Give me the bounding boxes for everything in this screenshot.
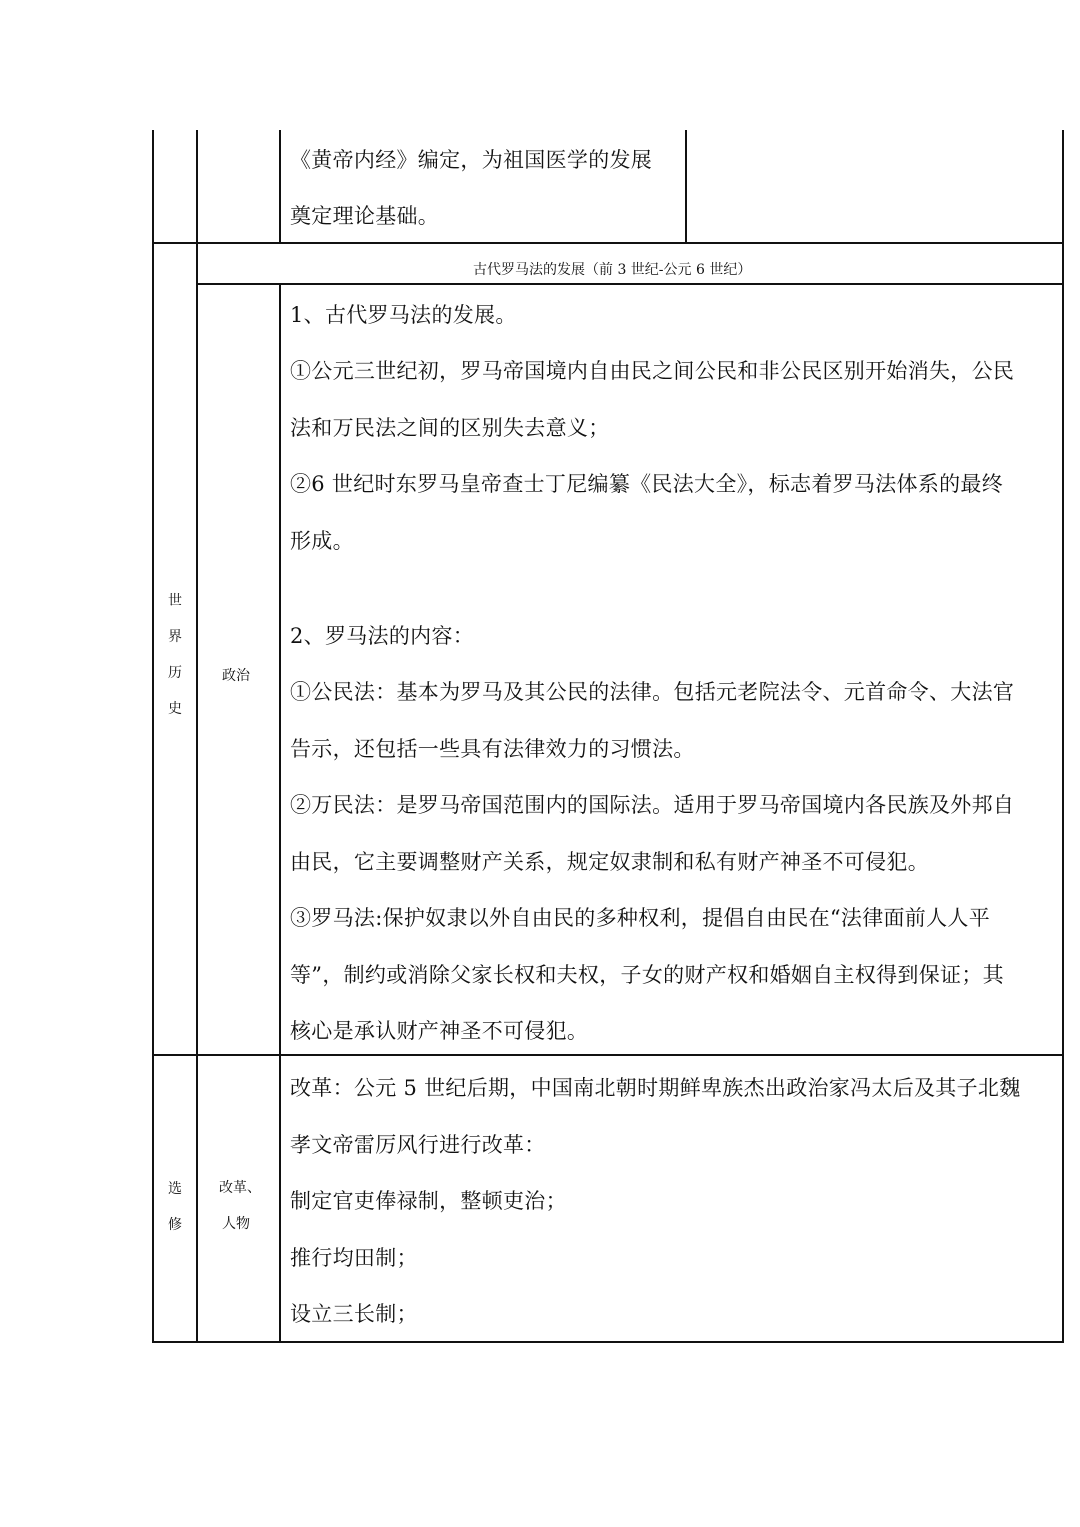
row-divider-1: [152, 242, 1064, 244]
content-line: ③罗马法:保护奴隶以外自由民的多种权利，提倡自由民在“法律面前人人平: [290, 906, 991, 930]
column-divider-2: [279, 130, 281, 242]
content-line: 改革：公元 5 世纪后期，中国南北朝时期鲜卑族杰出政治家冯太后及其子北魏: [290, 1076, 1021, 1100]
category-elective: [165, 1180, 185, 1252]
table-border-bottom: [152, 1341, 1064, 1343]
subject-reform-line-1: 改革、: [219, 1180, 261, 1196]
category-char: 史: [168, 701, 182, 717]
content-line: ②6 世纪时东罗马皇帝查士丁尼编纂《民法大全》，标志着罗马法体系的最终: [290, 472, 1004, 496]
category-char: 修: [168, 1217, 182, 1233]
content-line: 2、罗马法的内容：: [290, 624, 475, 648]
content-line: ①公元三世纪初，罗马帝国境内自由民之间公民和非公民区别开始消失，公民: [290, 359, 1015, 383]
subject-reform-line-2: 人物: [222, 1216, 250, 1232]
category-char: 界: [168, 629, 182, 645]
content-line: 等”，制约或消除父家长权和夫权，子女的财产权和婚姻自主权得到保证；其: [290, 963, 1004, 987]
table-border-right: [1062, 130, 1064, 1342]
row-divider-2: [152, 1054, 1064, 1056]
content-line: 形成。: [290, 529, 354, 553]
content-line: ②万民法：是罗马帝国范围内的国际法。适用于罗马帝国境内各民族及外邦自: [290, 793, 1015, 817]
content-line: 由民，它主要调整财产关系，规定奴隶制和私有财产神圣不可侵犯。: [290, 850, 929, 874]
top-row-line-2: 奠定理论基础。: [290, 204, 440, 228]
category-char: 历: [168, 665, 182, 681]
column-divider-1-join: [152, 1040, 154, 1056]
table-border-left: [152, 130, 154, 1042]
category-world-history: [165, 592, 185, 736]
column-divider-2-lower: [279, 1054, 281, 1342]
content-line: 1、古代罗马法的发展。: [290, 303, 517, 327]
column-divider-2b: [279, 283, 281, 1042]
category-char: 世: [168, 593, 182, 609]
content-line: 告示，还包括一些具有法律效力的习惯法。: [290, 737, 695, 761]
content-line: 法和万民法之间的区别失去意义；: [290, 416, 610, 440]
column-divider-2-join: [196, 1040, 198, 1056]
column-divider-1: [196, 130, 198, 1042]
section-header: 古代罗马法的发展（前 3 世纪-公元 6 世纪）: [473, 262, 752, 278]
content-line: 核心是承认财产神圣不可侵犯。: [290, 1019, 589, 1043]
column-divider-3-join: [279, 1040, 281, 1056]
top-row-line-1: 《黄帝内经》编定，为祖国医学的发展: [290, 148, 653, 172]
subject-politics: 政治: [222, 668, 250, 684]
content-line: ①公民法：基本为罗马及其公民的法律。包括元老院法令、元首命令、大法官: [290, 680, 1015, 704]
category-char: 选: [168, 1181, 182, 1197]
content-line: 推行均田制；: [290, 1246, 418, 1270]
column-divider-3: [685, 130, 687, 242]
content-line: 设立三长制；: [290, 1302, 418, 1326]
column-divider-1-lower: [196, 1054, 198, 1342]
content-line: 孝文帝雷厉风行进行改革：: [290, 1133, 546, 1157]
content-line: 制定官吏俸禄制，整顿吏治；: [290, 1189, 567, 1213]
row-divider-header: [196, 283, 1064, 285]
table-border-left-lower: [152, 1054, 154, 1342]
